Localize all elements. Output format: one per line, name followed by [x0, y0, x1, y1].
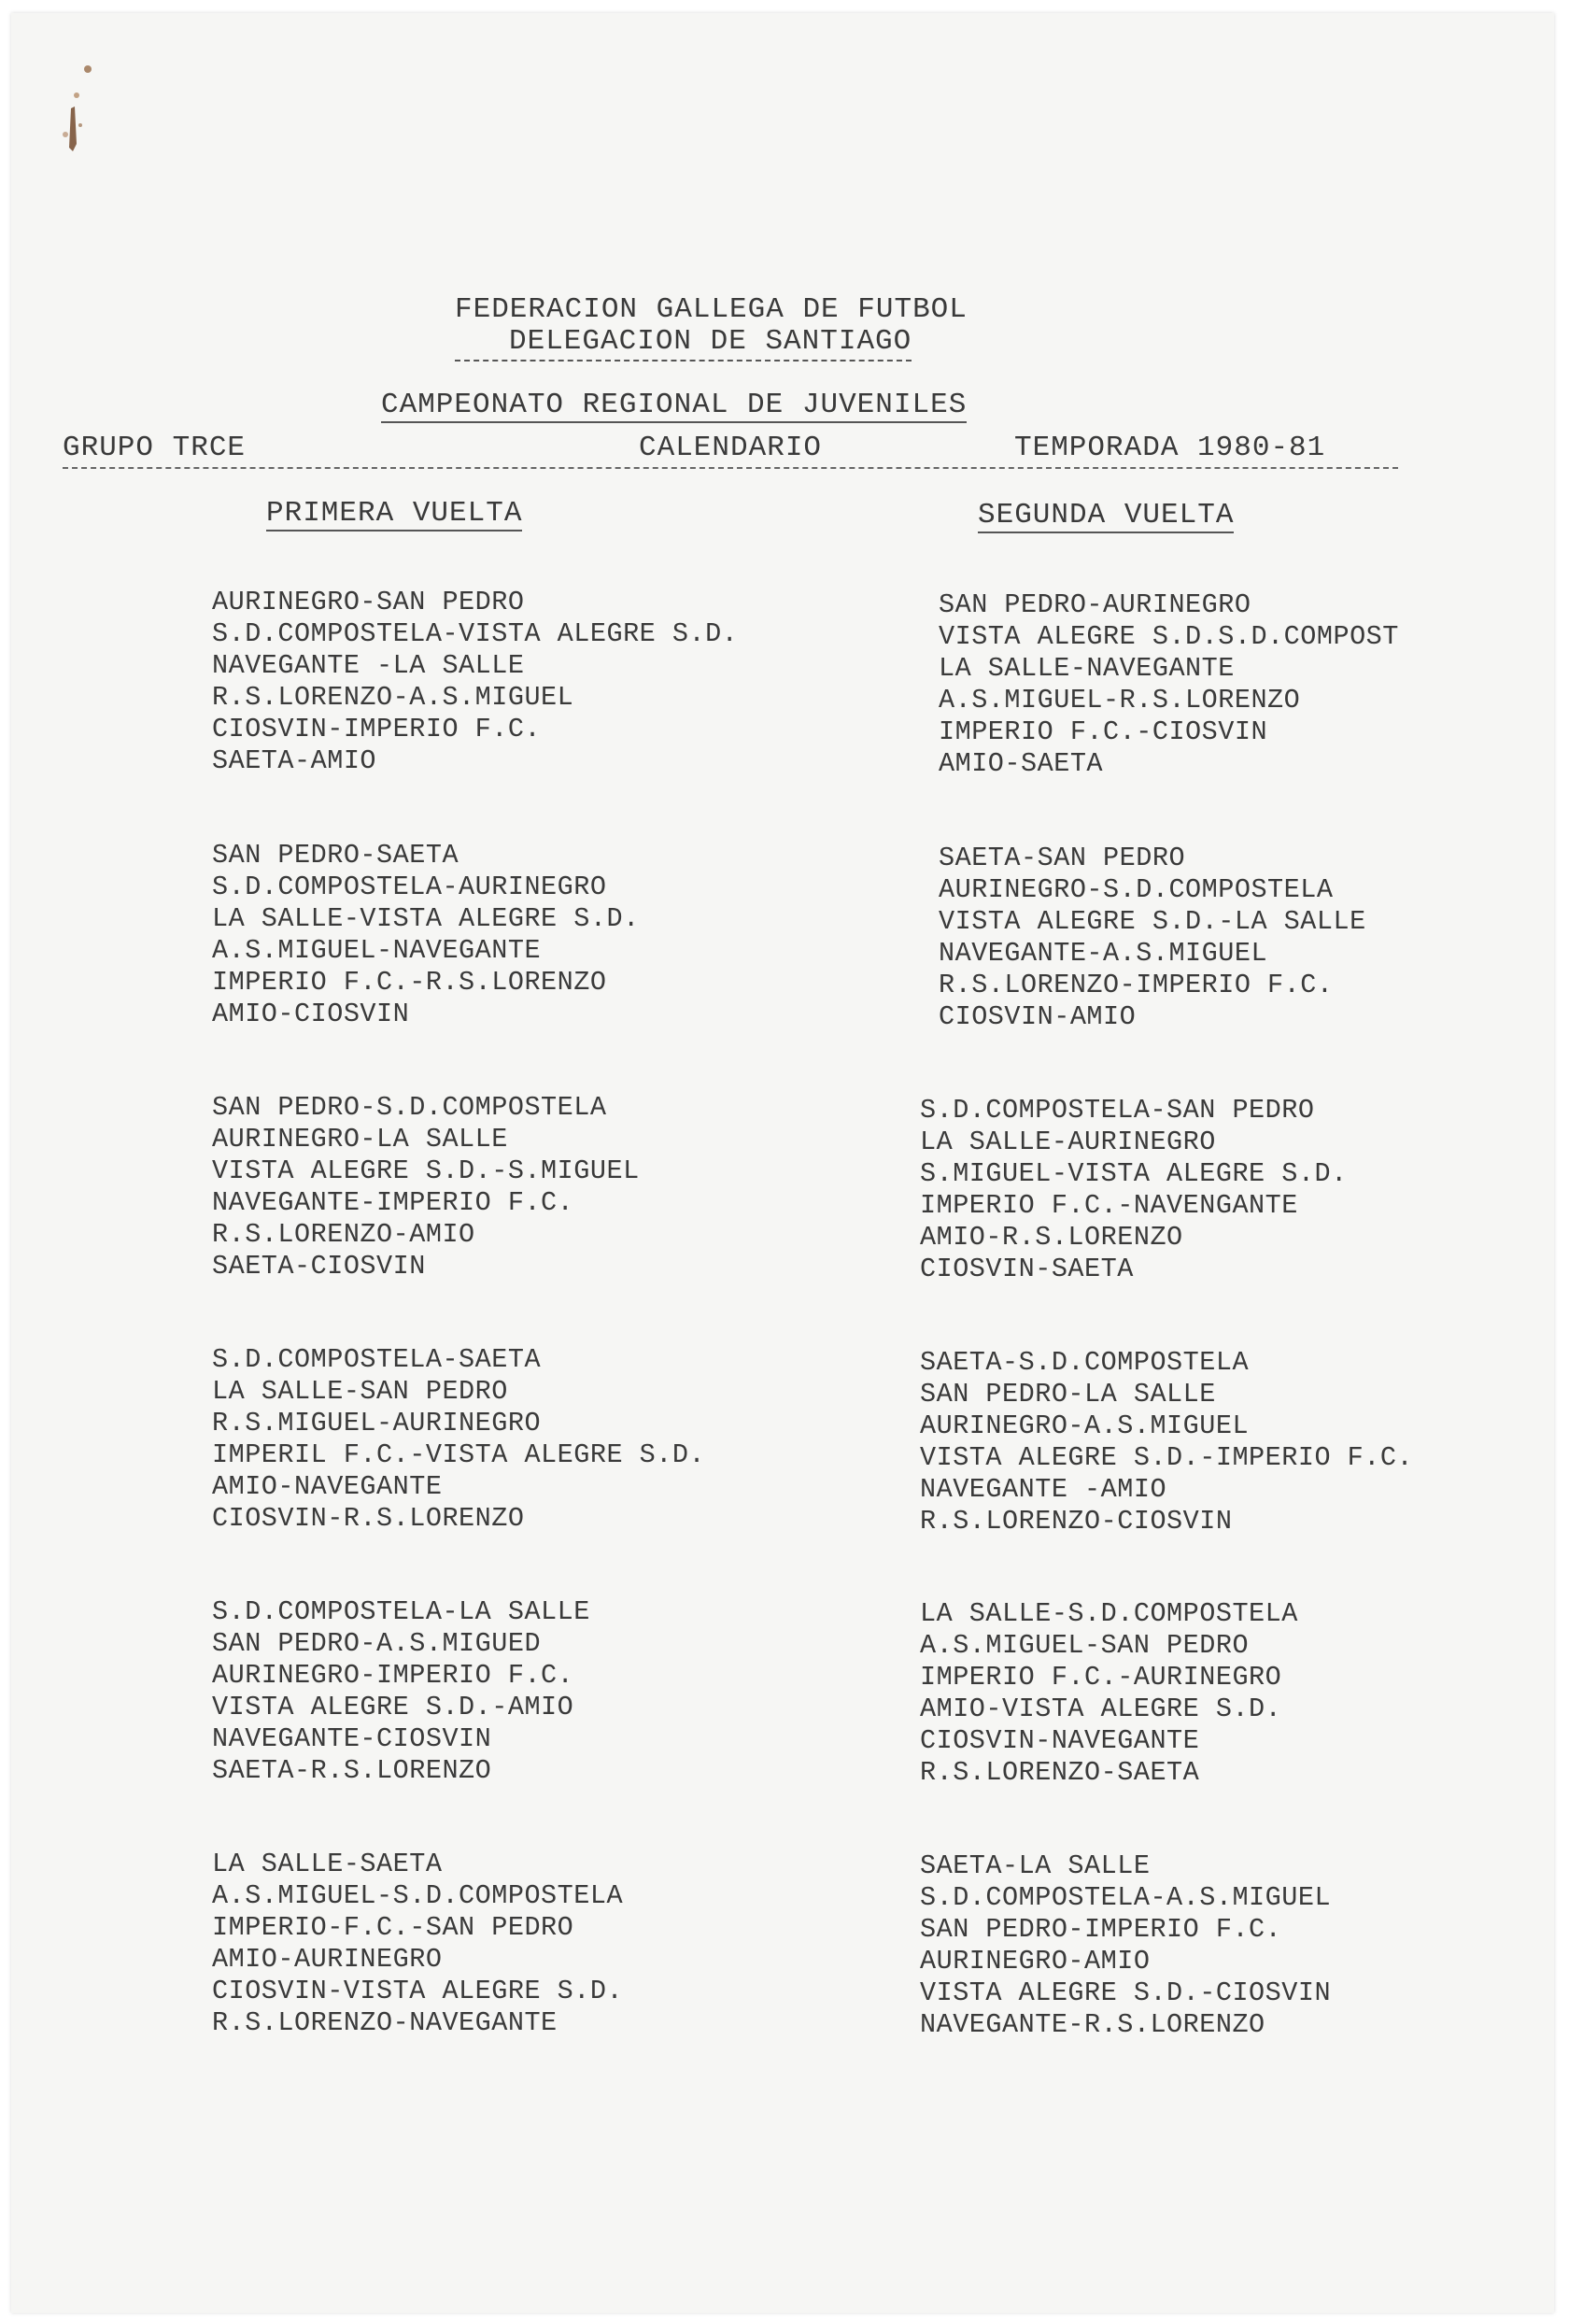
- match: SAN PEDRO-A.S.MIGUED: [212, 1628, 542, 1659]
- second-leg-round-4: [920, 1347, 1413, 1538]
- header-rule: [63, 467, 1398, 469]
- match: S.D.COMPOSTELA-SAETA: [212, 1344, 542, 1375]
- calendar-label: CALENDARIO: [639, 432, 823, 464]
- match: NAVEGANTE -LA SALLE: [212, 650, 525, 681]
- first-leg-round-6: [212, 1849, 623, 2039]
- match: CIOSVIN-VISTA ALEGRE S.D.: [212, 1976, 624, 2006]
- match: S.D.COMPOSTELA-SAN PEDRO: [920, 1095, 1315, 1126]
- match: VISTA ALEGRE S.D.-AMIO: [212, 1692, 574, 1722]
- rust-stain: [49, 50, 105, 191]
- match: SAETA-S.D.COMPOSTELA: [920, 1347, 1250, 1378]
- match: NAVEGANTE-A.S.MIGUEL: [939, 938, 1268, 969]
- first-leg-round-3: [212, 1092, 640, 1282]
- match: VISTA ALEGRE S.D.-CIOSVIN: [920, 1977, 1332, 2008]
- match: CIOSVIN-SAETA: [920, 1254, 1134, 1284]
- federation-title: FEDERACION GALLEGA DE FUTBOL: [455, 293, 968, 326]
- first-leg-round-2: [212, 840, 640, 1030]
- second-leg-round-5: [920, 1598, 1298, 1789]
- match: IMPERIO F.C.-CIOSVIN: [939, 716, 1268, 747]
- match: IMPERIO F.C.-NAVENGANTE: [920, 1190, 1298, 1221]
- match: SAN PEDRO-LA SALLE: [920, 1379, 1216, 1410]
- match: CIOSVIN-IMPERIO F.C.: [212, 714, 542, 744]
- season-label: TEMPORADA 1980-81: [1014, 432, 1326, 464]
- match: AMIO-R.S.LORENZO: [920, 1222, 1183, 1253]
- first-leg-title: PRIMERA VUELTA: [266, 497, 523, 530]
- match: R.S.LORENZO-NAVEGANTE: [212, 2007, 558, 2038]
- match: IMPERIO-F.C.-SAN PEDRO: [212, 1912, 574, 1943]
- match: AURINEGRO-IMPERIO F.C.: [212, 1660, 574, 1691]
- match: AURINEGRO-SAN PEDRO: [212, 587, 525, 617]
- first-leg-round-4: [212, 1344, 705, 1535]
- match: S.D.COMPOSTELA-AURINEGRO: [212, 872, 607, 902]
- match: CIOSVIN-NAVEGANTE: [920, 1725, 1200, 1756]
- match: R.S.LORENZO-IMPERIO F.C.: [939, 970, 1334, 1000]
- group-label: GRUPO TRCE: [63, 432, 247, 464]
- match: VISTA ALEGRE S.D.-IMPERIO F.C.: [920, 1442, 1414, 1473]
- match: SAETA-LA SALLE: [920, 1850, 1151, 1881]
- first-leg-round-5: [212, 1596, 590, 1787]
- delegation-title: DELEGACION DE SANTIAGO: [455, 325, 912, 361]
- match: LA SALLE-VISTA ALEGRE S.D.: [212, 903, 640, 934]
- match: R.S.MIGUEL-AURINEGRO: [212, 1408, 542, 1438]
- match: AURINEGRO-S.D.COMPOSTELA: [939, 874, 1334, 905]
- match: IMPERIO F.C.-R.S.LORENZO: [212, 967, 607, 998]
- match: SAN PEDRO-AURINEGRO: [939, 589, 1251, 620]
- match: CIOSVIN-R.S.LORENZO: [212, 1503, 525, 1534]
- match: A.S.MIGUEL-SAN PEDRO: [920, 1630, 1250, 1661]
- championship-title: CAMPEONATO REGIONAL DE JUVENILES: [381, 389, 968, 421]
- match: AURINEGRO-A.S.MIGUEL: [920, 1410, 1250, 1441]
- match: R.S.LORENZO-SAETA: [920, 1757, 1200, 1788]
- second-leg-round-3: [920, 1095, 1348, 1285]
- match: AMIO-SAETA: [939, 748, 1104, 779]
- match: AURINEGRO-AMIO: [920, 1946, 1151, 1977]
- match: A.S.MIGUEL-S.D.COMPOSTELA: [212, 1880, 624, 1911]
- second-leg-title: SEGUNDA VUELTA: [978, 499, 1235, 531]
- match: SAN PEDRO-SAETA: [212, 840, 459, 871]
- match: SAETA-SAN PEDRO: [939, 843, 1186, 873]
- match: LA SALLE-AURINEGRO: [920, 1127, 1216, 1157]
- document-page: [11, 13, 1554, 2313]
- match: NAVEGANTE-IMPERIO F.C.: [212, 1187, 574, 1218]
- match: R.S.LORENZO-CIOSVIN: [920, 1506, 1233, 1537]
- match: SAETA-R.S.LORENZO: [212, 1755, 492, 1786]
- match: S.D.COMPOSTELA-A.S.MIGUEL: [920, 1882, 1332, 1913]
- second-leg-round-6: [920, 1850, 1331, 2041]
- match: AMIO-CIOSVIN: [212, 999, 410, 1029]
- match: R.S.LORENZO-A.S.MIGUEL: [212, 682, 574, 713]
- match: S.D.COMPOSTELA-LA SALLE: [212, 1596, 590, 1627]
- match: IMPERIL F.C.-VISTA ALEGRE S.D.: [212, 1439, 706, 1470]
- match: VISTA ALEGRE S.D.-LA SALLE: [939, 906, 1366, 937]
- match: SAETA-CIOSVIN: [212, 1251, 426, 1282]
- match: S.MIGUEL-VISTA ALEGRE S.D.: [920, 1158, 1348, 1189]
- match: A.S.MIGUEL-R.S.LORENZO: [939, 685, 1301, 716]
- match: NAVEGANTE-CIOSVIN: [212, 1723, 492, 1754]
- match: NAVEGANTE-R.S.LORENZO: [920, 2009, 1265, 2040]
- match: VISTA ALEGRE S.D.S.D.COMPOST: [939, 621, 1399, 652]
- match: VISTA ALEGRE S.D.-S.MIGUEL: [212, 1155, 640, 1186]
- match: AMIO-NAVEGANTE: [212, 1471, 443, 1502]
- match: R.S.LORENZO-AMIO: [212, 1219, 475, 1250]
- match: NAVEGANTE -AMIO: [920, 1474, 1167, 1505]
- match: SAETA-AMIO: [212, 745, 377, 776]
- match: SAN PEDRO-S.D.COMPOSTELA: [212, 1092, 607, 1123]
- match: A.S.MIGUEL-NAVEGANTE: [212, 935, 542, 966]
- match: LA SALLE-SAN PEDRO: [212, 1376, 508, 1407]
- match: LA SALLE-SAETA: [212, 1849, 443, 1879]
- second-leg-round-2: [939, 843, 1366, 1033]
- second-leg-round-1: [939, 589, 1399, 780]
- match: AURINEGRO-LA SALLE: [212, 1124, 508, 1155]
- first-leg-round-1: [212, 587, 738, 777]
- match: LA SALLE-S.D.COMPOSTELA: [920, 1598, 1298, 1629]
- match: IMPERIO F.C.-AURINEGRO: [920, 1662, 1282, 1693]
- match: CIOSVIN-AMIO: [939, 1001, 1137, 1032]
- match: LA SALLE-NAVEGANTE: [939, 653, 1235, 684]
- match: S.D.COMPOSTELA-VISTA ALEGRE S.D.: [212, 618, 739, 649]
- match: AMIO-AURINEGRO: [212, 1944, 443, 1975]
- match: AMIO-VISTA ALEGRE S.D.: [920, 1693, 1282, 1724]
- match: SAN PEDRO-IMPERIO F.C.: [920, 1914, 1282, 1945]
